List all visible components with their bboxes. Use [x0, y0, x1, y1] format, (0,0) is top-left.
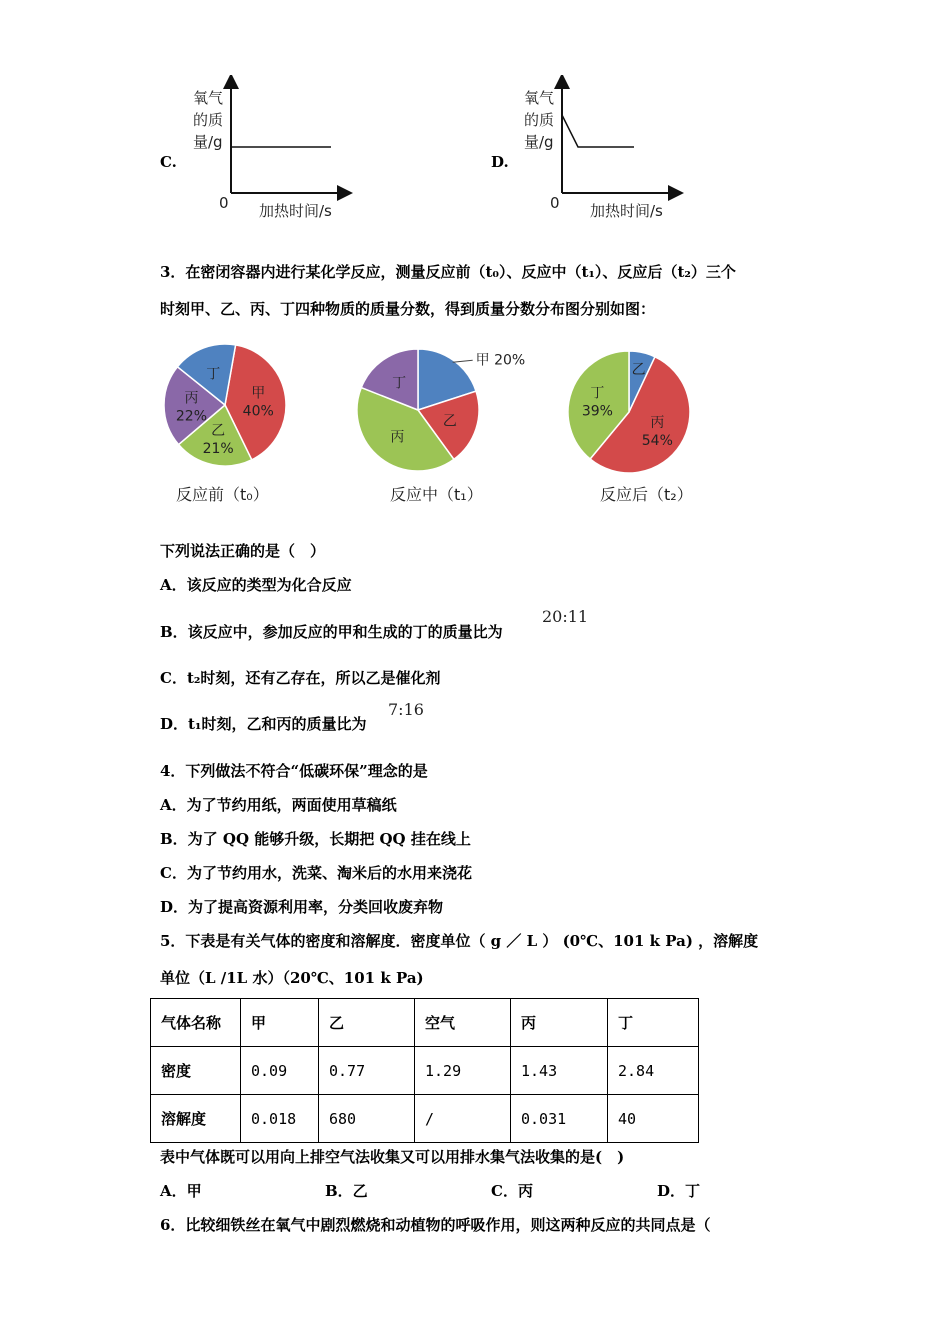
- q3-stem-line2: 时刻甲、乙、丙、丁四种物质的质量分数，得到质量分数分布图分别如图：: [160, 300, 656, 318]
- pie-value-0-2: 22%: [175, 408, 208, 425]
- q5-prompt: 表中气体既可以用向上排空气法收集又可以用排水集气法收集的是( ): [160, 1148, 625, 1166]
- graph-c: [185, 75, 365, 225]
- q3-prompt: 下列说法正确的是（ ）: [160, 542, 326, 560]
- graph-d-option-label: D.: [491, 153, 509, 171]
- q5-stem-line1: 5．下表是有关气体的密度和溶解度．密度单位（ g ／ L ） (0℃、101 k Pa) ，溶解度: [160, 932, 759, 950]
- q5-option-a: A．甲: [160, 1182, 202, 1200]
- q5-stem-line2: 单位（L /1L 水）（20℃、101 k Pa): [160, 969, 424, 987]
- table-cell: 0.77: [319, 1047, 415, 1095]
- pie-label-1-3: 丁: [392, 375, 407, 392]
- pie-label-1-2: 丙: [390, 429, 405, 446]
- table-cell: 丁: [608, 999, 699, 1047]
- table-cell: 0.031: [511, 1095, 608, 1143]
- q5-option-d: D．丁: [657, 1182, 701, 1200]
- graph-d-xlabel: 加热时间/s: [590, 202, 663, 220]
- graph-d-ylabel-3: 量/g: [524, 133, 554, 151]
- table-row: [151, 999, 699, 1047]
- pie-label-2-0: 乙: [631, 362, 646, 379]
- q4-option-c: C．为了节约用水，洗菜、淘米后的水用来浇花: [160, 864, 472, 882]
- pie-t0-title: 反应前（t₀）: [176, 485, 269, 504]
- q6-stem: 6．比较细铁丝在氧气中剧烈燃烧和动植物的呼吸作用，则这两种反应的共同点是（: [160, 1216, 711, 1234]
- graph-d: [516, 75, 696, 225]
- pie-t2-title: 反应后（t₂）: [600, 485, 693, 504]
- q3-option-b-ratio: 20:11: [542, 607, 589, 626]
- table-cell: 1.29: [415, 1047, 511, 1095]
- pie-label-0-1: 乙: [211, 422, 226, 439]
- graph-c-ylabel-2: 的质: [193, 111, 224, 129]
- table-cell: 1.43: [511, 1047, 608, 1095]
- graph-c-option-label: C.: [160, 153, 177, 171]
- pie-label-0-0: 甲: [251, 385, 266, 402]
- table-cell: 溶解度: [151, 1095, 241, 1143]
- table-cell: 甲: [241, 999, 319, 1047]
- table-cell: 0.018: [241, 1095, 319, 1143]
- q4-option-b: B．为了 QQ 能够升级，长期把 QQ 挂在线上: [160, 830, 471, 848]
- table-cell: 0.09: [241, 1047, 319, 1095]
- pie-label-1-1: 乙: [442, 413, 457, 430]
- pie-value-2-2: 39%: [581, 403, 613, 420]
- pie-value-0-0: 40%: [242, 403, 274, 420]
- pie-label-1-0: 甲 20%: [475, 352, 526, 369]
- table-cell: 气体名称: [151, 999, 241, 1047]
- table-cell: 乙: [319, 999, 415, 1047]
- q4-stem: 4．下列做法不符合“低碳环保”理念的是: [160, 762, 428, 780]
- table-cell: 丙: [511, 999, 608, 1047]
- q4-option-a: A．为了节约用纸，两面使用草稿纸: [160, 796, 397, 814]
- q3-stem-line1: 3．在密闭容器内进行某化学反应，测量反应前（t₀）、反应中（t₁）、反应后（t₂）三个: [160, 263, 736, 281]
- graph-d-ylabel-2: 的质: [524, 111, 555, 129]
- pie-label-2-2: 丁: [590, 385, 605, 402]
- table-cell: /: [415, 1095, 511, 1143]
- pie-value-0-1: 21%: [202, 440, 234, 457]
- pie-label-0-2: 丙: [184, 390, 199, 407]
- q3-option-d: D．t₁时刻，乙和丙的质量比为: [160, 715, 367, 733]
- pie-label-0-3: 丁: [206, 366, 221, 383]
- graph-c-origin: 0: [219, 194, 229, 212]
- table-row: [151, 1047, 699, 1095]
- graph-d-curve: [562, 115, 634, 147]
- graph-c-xlabel: 加热时间/s: [259, 202, 332, 220]
- table-cell: 40: [608, 1095, 699, 1143]
- table-cell: 680: [319, 1095, 415, 1143]
- pie-t1: [357, 349, 525, 471]
- graph-d-ylabel-1: 氧气: [524, 89, 555, 107]
- pie-t0: [164, 344, 286, 466]
- q3-option-c: C．t₂时刻，还有乙存在，所以乙是催化剂: [160, 669, 441, 687]
- q4-option-d: D．为了提高资源利用率，分类回收废弃物: [160, 898, 444, 916]
- table-cell: 空气: [415, 999, 511, 1047]
- q3-option-d-ratio: 7:16: [388, 700, 424, 719]
- graph-d-origin: 0: [550, 194, 560, 212]
- pie-t1-title: 反应中（t₁）: [390, 485, 483, 504]
- q3-option-b: B．该反应中，参加反应的甲和生成的丁的质量比为: [160, 623, 503, 641]
- q3-option-a: A．该反应的类型为化合反应: [160, 576, 352, 594]
- pie-label-2-1: 丙: [650, 414, 665, 431]
- pie-value-2-1: 54%: [641, 432, 673, 449]
- q5-option-b: B．乙: [325, 1182, 368, 1200]
- q5-option-c: C．丙: [491, 1182, 533, 1200]
- pie-t2: [568, 351, 690, 473]
- graph-c-ylabel-3: 量/g: [193, 133, 223, 151]
- table-cell: 密度: [151, 1047, 241, 1095]
- gas-table: [150, 998, 699, 1143]
- table-row: [151, 1095, 699, 1143]
- graph-c-ylabel-1: 氧气: [193, 89, 224, 107]
- table-cell: 2.84: [608, 1047, 699, 1095]
